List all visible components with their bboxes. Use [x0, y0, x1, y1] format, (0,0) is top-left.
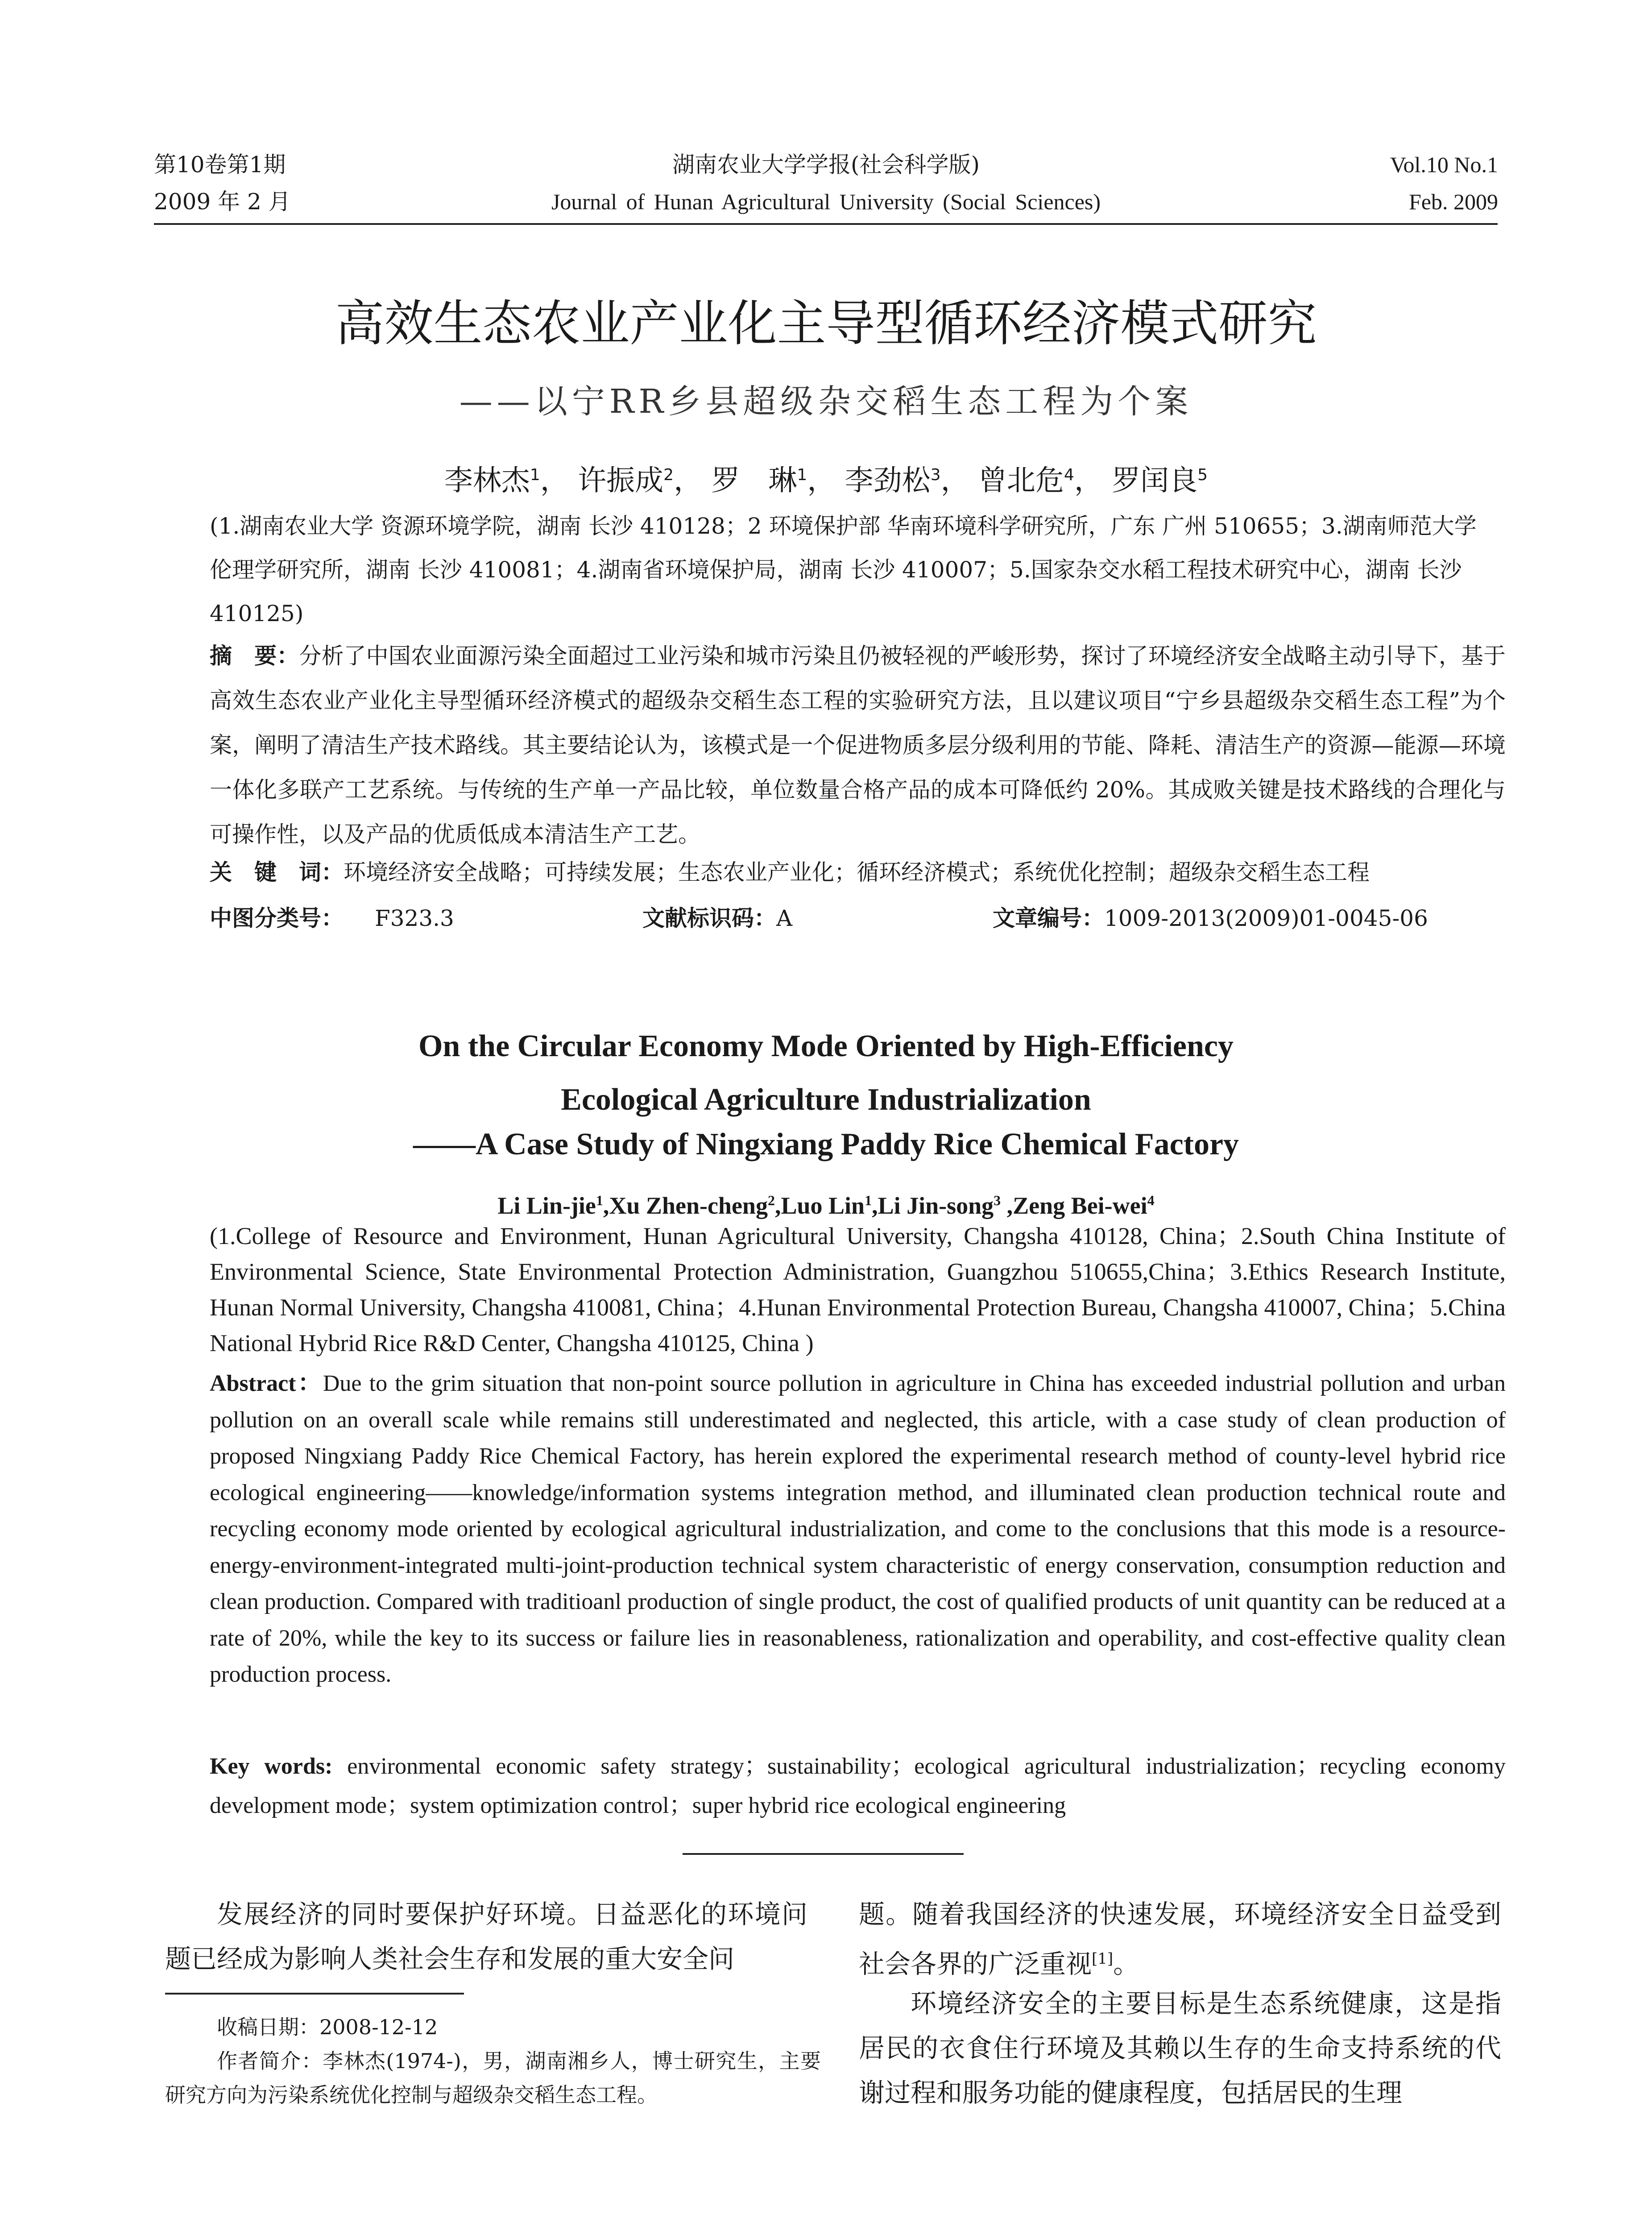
journal-name-en: Journal of Hunan Agricultural University (Social Sciences) [551, 189, 1101, 214]
author-separator: ， [807, 464, 836, 498]
author-name: Li Jin-song [878, 1192, 994, 1219]
author-name: Li Lin-jie [497, 1192, 596, 1219]
abstract-cn [210, 634, 1506, 857]
paragraph-end: 。 [1113, 1949, 1139, 1979]
author-bio-text: 李林杰(1974-)，男，湖南湘乡人，博士研究生，主要研究方向为污染系统优化控制与超级杂交稻生态工程。 [165, 2049, 821, 2107]
author-separator: , [1001, 1192, 1013, 1219]
issue-date-cn: 2009 年 2 月 [154, 189, 291, 215]
doc-code-label: 文献标识码： [642, 905, 776, 931]
volume-en: Vol.10 No.1 [1390, 152, 1498, 177]
keywords-cn [210, 854, 1506, 890]
author-name: 罗 琳 [711, 464, 797, 498]
author-name: 李林杰 [444, 464, 530, 498]
author-name: 罗闰良 [1112, 464, 1198, 498]
article-number-label: 文章编号： [993, 905, 1104, 931]
volume-issue: 第10卷第1期 [154, 152, 286, 178]
author-affil-mark: 2 [663, 466, 674, 484]
citation-ref: [1] [1092, 1950, 1114, 1968]
keywords-en [210, 1747, 1506, 1825]
document-code [642, 900, 792, 936]
author-list-cn [0, 455, 1652, 501]
article-number [993, 900, 1428, 936]
issue-date-en: Feb. 2009 [1409, 189, 1498, 214]
section-separator [683, 1853, 964, 1855]
author-affil-mark: 1 [865, 1192, 872, 1208]
author-affil-mark: 4 [1064, 466, 1074, 484]
paper-title-cn: 高效生态农业产业化主导型循环经济模式研究 [335, 295, 1317, 352]
clc-number [210, 900, 454, 936]
author-affil-mark: 5 [1197, 466, 1208, 484]
body-paragraph-right-2: 环境经济安全的主要目标是生态系统健康，这是指居民的衣食住行环境及其赖以生存的生命支持系统的代谢过程和服务功能的健康程度，包括居民的生理 [859, 1988, 1501, 2108]
abstract-label-en: Abstract： [210, 1371, 323, 1396]
body-paragraph-left: 发展经济的同时要保护好环境。日益恶化的环境问题已经成为影响人类社会生存和发展的重大安全问 [165, 1899, 807, 1974]
keywords-label-cn: 关 键 词： [210, 859, 344, 885]
clc-label: 中图分类号： [210, 905, 344, 931]
keywords-text-en: environmental economic safety strategy；sustainability；ecological agricultural industrialization；recycling economy development mode；system optimization control；super hybrid rice ecological engineering [210, 1754, 1506, 1818]
author-affil-mark: 2 [767, 1192, 775, 1208]
affiliations-cn: (1.湖南农业大学 资源环境学院，湖南 长沙 410128；2 环境保护部 华南环境科学研究所，广东 广州 510655；3.湖南师范大学 伦理学研究所，湖南 长沙 410081；4.湖南省环境保护局，湖南 长沙 410007；5.国家杂交水稻工程技术研究中心，湖南 长沙 410125) [210, 513, 1477, 626]
author-bio-label: 作者简介： [217, 2049, 323, 2073]
author-separator: ， [940, 464, 969, 498]
paper-title-en-line1: On the Circular Economy Mode Oriented by High-Efficiency [418, 1029, 1234, 1063]
author-separator: ， [1074, 464, 1103, 498]
author-separator: ， [674, 464, 703, 498]
author-separator: , [774, 1192, 781, 1219]
footnote-received [165, 2010, 821, 2044]
keywords-text-cn: 环境经济安全战略；可持续发展；生态农业产业化；循环经济模式；系统优化控制；超级杂交稻生态工程 [344, 859, 1370, 885]
author-name: Luo Lin [781, 1192, 865, 1219]
clc-value: F323.3 [375, 905, 454, 931]
author-affil-mark: 1 [596, 1192, 603, 1208]
abstract-label-cn: 摘 要： [210, 643, 299, 669]
header-rule [154, 223, 1498, 225]
abstract-text-cn: 分析了中国农业面源污染全面超过工业污染和城市污染且仍被轻视的严峻形势，探讨了环境经济安全战略主动引导下，基于高效生态农业产业化主导型循环经济模式的超级杂交稻生态工程的实验研究方法，且以建议项目“宁乡县超级杂交稻生态工程”为个案，阐明了清洁生产技术路线。其主要结论认为，该模式是一个促进物质多层分级利用的节能、降耗、清洁生产的资源—能源—环境一体化多联产工艺系统。与传统的生产单一产品比较，单位数量合格产品的成本可降低约 20%。其成败关键是技术路线的合理化与可操作性，以及产品的优质低成本清洁生产工艺。 [210, 643, 1506, 847]
paragraph-text: 题。随着我国经济的快速发展，环境经济安全日益受到社会各界的广泛重视 [859, 1899, 1501, 1979]
author-separator: , [872, 1192, 878, 1219]
affiliations-en: (1.College of Resource and Environment, Hunan Agricultural University, Changsha 410128, China；2.South China Institute of Environmental Science, State Environmental Protection Administration, Guangzhou 510655,China；3.Ethics Research Institute, Hunan Normal University, Changsha 410081, China；4.Hunan Environmental Protection Bureau, Changsha 410007, China；5.China National Hybrid Rice R&D Center, Changsha 410125, China ) [210, 1223, 1506, 1356]
paper-subtitle-en: ——A Case Study of Ningxiang Paddy Rice Chemical Factory [413, 1127, 1239, 1161]
paper-title-en-line2: Ecological Agriculture Industrialization [561, 1082, 1091, 1117]
author-affil-mark: 1 [797, 466, 807, 484]
author-separator: ， [540, 464, 569, 498]
body-paragraph-right-1 [859, 1892, 1501, 1986]
footnote-author-bio [165, 2044, 821, 2112]
author-affil-mark: 1 [530, 466, 540, 484]
paper-subtitle-cn: ——以宁RR乡县超级杂交稻生态工程为个案 [459, 382, 1193, 421]
author-affil-mark: 3 [994, 1192, 1001, 1208]
author-list-en [0, 1182, 1652, 1223]
author-name: 许振成 [578, 464, 664, 498]
abstract-text-en: Due to the grim situation that non-point source pollution in agriculture in China has exceeded industrial pollution and urban pollution on an overall scale while remains still underestimated and neglected, this article, with a case study of clean production of proposed Ningxiang Paddy Rice Chemical Factory, has herein explored the experimental research method of county-level hybrid rice ecological engineering——knowledge/information systems integration method, and illuminated clean production technical route and recycling economy mode oriented by ecological agricultural industrialization, and come to the conclusions that this mode is a resource-energy-environment-integrated multi-joint-production technical system characteristic of energy conservation, consumption reduction and clean production. Compared with traditioanl production of single product, the cost of qualified products of unit quantity can be reduced at a rate of 20%, while the key to its success or failure lies in reasonableness, rationalization and operability, and cost-effective quality clean production process. [210, 1371, 1506, 1687]
author-name: 曾北危 [978, 464, 1064, 498]
author-name: Zeng Bei-wei [1013, 1192, 1147, 1219]
received-date: 2008-12-12 [319, 2015, 438, 2039]
article-number-value: 1009-2013(2009)01-0045-06 [1104, 905, 1428, 931]
journal-name-cn: 湖南农业大学学报(社会科学版) [672, 152, 980, 178]
author-name: Xu Zhen-cheng [609, 1192, 768, 1219]
author-affil-mark: 4 [1147, 1192, 1155, 1208]
author-separator: , [603, 1192, 609, 1219]
abstract-en [210, 1365, 1506, 1693]
author-name: 李劲松 [845, 464, 931, 498]
keywords-label-en: Key words: [210, 1754, 333, 1779]
doc-code-value: A [776, 905, 793, 931]
author-affil-mark: 3 [930, 466, 941, 484]
footnote-rule [165, 1993, 464, 1995]
received-label: 收稿日期： [217, 2015, 319, 2039]
